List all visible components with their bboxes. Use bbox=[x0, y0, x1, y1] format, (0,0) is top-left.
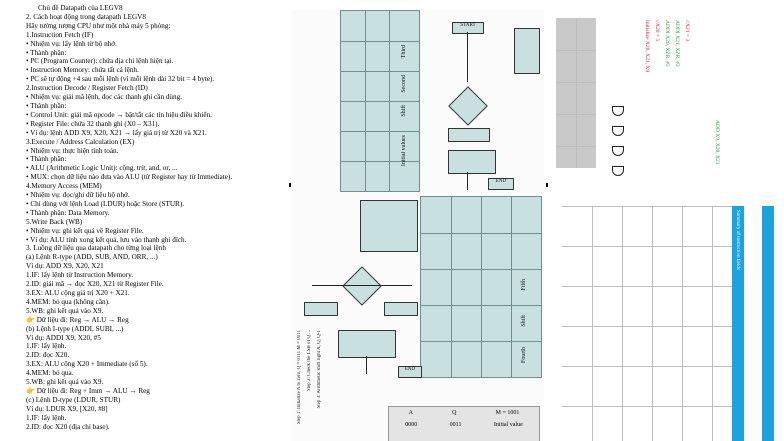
text-line: 👉 Dữ liệu đi: Reg → ALU → Reg bbox=[26, 315, 129, 324]
text-line: • PC sẽ tự động +4 sau mỗi lệnh (vì mỗi lệnh dài 32 bit = 4 byte). bbox=[26, 75, 215, 84]
text-line: Ví dụ: ADDI X9, X20, #5 bbox=[26, 333, 101, 342]
code-line: ADD X9, X20, X21 bbox=[714, 120, 720, 165]
text-line: • Control Unit: giải mã opcode → bật/tắt các tín hiệu điều khiển. bbox=[26, 110, 212, 119]
flow-end-label: END bbox=[495, 179, 507, 184]
logic-gate-icon bbox=[612, 106, 624, 116]
flow-step-box bbox=[360, 200, 418, 252]
text-line: 3.Execute / Address Calculation (EX) bbox=[26, 137, 135, 146]
text-line: Ví dụ: ADD X9, X20, X21 bbox=[26, 262, 104, 271]
text-line: • ALU (Arithmetic Logic Unit): cộng, trừ, and, or, ... bbox=[26, 164, 178, 173]
text-line: 3.EX: ALU cộng giá trị X20 + X21. bbox=[26, 289, 130, 297]
text-line: 👉 Dữ liệu đi: Reg + Imm → ALU → Reg bbox=[26, 386, 150, 395]
text-line: Ví dụ: LDUR X9, [X20, #8] bbox=[26, 404, 108, 413]
text-line: • Chỉ dùng với lệnh Load (LDUR) hoặc Store (STUR). bbox=[26, 199, 185, 208]
division-table bbox=[420, 196, 542, 378]
flow-step-box bbox=[514, 28, 540, 74]
text-line: 2.ID: giải mã → đọc X20, X21 từ Register File. bbox=[26, 280, 164, 289]
table-cell: 0011 bbox=[449, 422, 462, 428]
flow-decision bbox=[448, 86, 488, 126]
text-line: • Nhiệm vụ: thực hiện tính toán. bbox=[26, 146, 119, 155]
table-cell: Second bbox=[401, 75, 407, 93]
text-line: 1.IF: lấy lệnh từ Instruction Memory. bbox=[26, 271, 134, 280]
flow-start bbox=[452, 22, 484, 34]
text-line: (a) Lệnh R-type (ADD, SUB, AND, ORR, ...) bbox=[26, 253, 158, 262]
table-cell: 0000 bbox=[405, 422, 418, 428]
text-line: 1.IF: lấy lệnh. bbox=[26, 413, 67, 422]
text-line: • Thành phần: bbox=[26, 101, 67, 110]
table-cell: Shift bbox=[521, 315, 527, 327]
text-line: 1.Instruction Fetch (IF) bbox=[26, 30, 94, 39]
text-line: • Instruction Memory: chứa tất cả lệnh. bbox=[26, 66, 139, 75]
text-line: 5.Write Back (WB) bbox=[26, 217, 83, 226]
text-line: • Nhiệm vụ: ghi kết quả về Register File. bbox=[26, 226, 144, 235]
flow-decision bbox=[342, 266, 382, 306]
code-comment: //X21 = 3 bbox=[684, 20, 690, 42]
step-text: Step 3: Arithmetic shift right A, Q, Q-1 bbox=[317, 330, 322, 409]
text-line: 4.MEM: bỏ qua (không cần). bbox=[26, 297, 110, 306]
scanned-textbook-page bbox=[292, 10, 544, 441]
text-line: 5.WB: ghi kết quả vào X9. bbox=[26, 306, 104, 315]
table-cell: Third bbox=[401, 45, 407, 59]
flow-end bbox=[488, 178, 514, 190]
text-line: • Nhiệm vụ: đọc/ghi dữ liệu bộ nhớ. bbox=[26, 191, 130, 200]
code-comment: //X20 = 5 bbox=[654, 20, 660, 42]
table-header: Initial values bbox=[401, 135, 407, 167]
table-title-band bbox=[762, 206, 774, 441]
table-title: Summary of instruction fields bbox=[735, 210, 740, 270]
text-line: • Thành phần: bbox=[26, 155, 67, 164]
instruction-format-page bbox=[552, 10, 784, 441]
text-line: (b) Lệnh I-type (ADDI, SUBI, ...) bbox=[26, 324, 124, 333]
text-line: 2.ID: đọc X20. bbox=[26, 351, 70, 360]
code-line: ADDI X20, XZR, #5 bbox=[664, 20, 670, 67]
text-line: • Thành phần: bbox=[26, 48, 67, 57]
step-text: Step 2: Check the LSB of Q ... bbox=[307, 330, 312, 392]
text-line: 1.IF: lấy lệnh. bbox=[26, 342, 67, 351]
table-header: M = 1001 bbox=[495, 410, 520, 416]
text-line: • MUX: chọn dữ liệu nào đưa vào ALU (từ Register hay từ Immediate). bbox=[26, 173, 233, 182]
logic-gate-icon bbox=[612, 126, 624, 136]
document-text bbox=[26, 4, 288, 441]
text-line: • Nhiệm vụ: lấy lệnh từ bộ nhớ. bbox=[26, 39, 117, 48]
flow-start-label: START bbox=[460, 23, 476, 28]
table-cell: Fifth bbox=[521, 279, 527, 291]
step-text: Step 1: Initialize A to zero, Q = 0111 M = 0011 bbox=[297, 330, 302, 425]
page-divider-dot bbox=[289, 183, 291, 187]
multiplication-table bbox=[340, 10, 420, 192]
flow-step-box bbox=[448, 128, 490, 142]
text-line: • PC (Program Counter): chứa địa chỉ lệnh hiện tại. bbox=[26, 57, 174, 66]
text-line: (c) Lệnh D-type (LDUR, STUR) bbox=[26, 395, 121, 404]
text-line: 4.MEM: bỏ qua. bbox=[26, 369, 74, 378]
text-line: • Ví dụ: lệnh ADD X9, X20, X21 → lấy giá trị từ X20 và X21. bbox=[26, 128, 207, 137]
table-header: A bbox=[408, 410, 413, 416]
code-line: ADDI X21, XZR, #3 bbox=[674, 20, 680, 67]
text-line: 3. Luồng dữ liệu qua datapath cho từng loại lệnh bbox=[26, 244, 166, 253]
flow-end bbox=[398, 366, 422, 378]
flow-step-box bbox=[304, 302, 338, 316]
text-line: 5.WB: ghi kết quả vào X9. bbox=[26, 378, 104, 387]
text-line: 3.EX: ALU cộng X20 + Immediate (số 5). bbox=[26, 360, 148, 369]
flow-step-box bbox=[338, 330, 396, 358]
document-title: Chủ đề Datapath của LEGV8 bbox=[38, 4, 123, 12]
page-divider-dot bbox=[546, 183, 548, 187]
text-line: • Register File: chứa 32 thanh ghi (X0 – X31). bbox=[26, 119, 160, 128]
table-cell: Initial value bbox=[493, 422, 523, 428]
text-line: 2.ID: đọc X20 (địa chỉ base). bbox=[26, 422, 110, 431]
table-cell: Shift bbox=[401, 105, 407, 117]
text-line: Hãy tưởng tượng CPU như một nhà máy 5 phòng: bbox=[26, 21, 171, 30]
text-line: 2.Instruction Decode / Register Fetch (ID) bbox=[26, 84, 148, 93]
text-line: • Nhiệm vụ: giải mã lệnh, đọc các thanh ghi cần dùng. bbox=[26, 93, 183, 102]
text-line: • Ví dụ: ALU tính xong kết quả, lưu vào thanh ghi đích. bbox=[26, 235, 187, 244]
code-comment: Initialize X20, X21, X9 bbox=[644, 20, 650, 73]
logic-gate-icon bbox=[612, 166, 624, 176]
flow-step-box bbox=[384, 302, 418, 316]
register-values-table bbox=[388, 406, 540, 441]
table-header: Q bbox=[452, 410, 457, 416]
flow-step-box bbox=[448, 150, 496, 174]
table-cell: Fourth bbox=[521, 347, 527, 364]
text-line: 4.Memory Access (MEM) bbox=[26, 182, 102, 191]
logic-gate-icon bbox=[612, 146, 624, 156]
flow-end-label: END bbox=[404, 367, 416, 372]
text-line: • Thành phần: Data Memory. bbox=[26, 208, 110, 217]
text-line: 2. Cách hoạt động trong datapath LEGV8 bbox=[26, 12, 146, 21]
